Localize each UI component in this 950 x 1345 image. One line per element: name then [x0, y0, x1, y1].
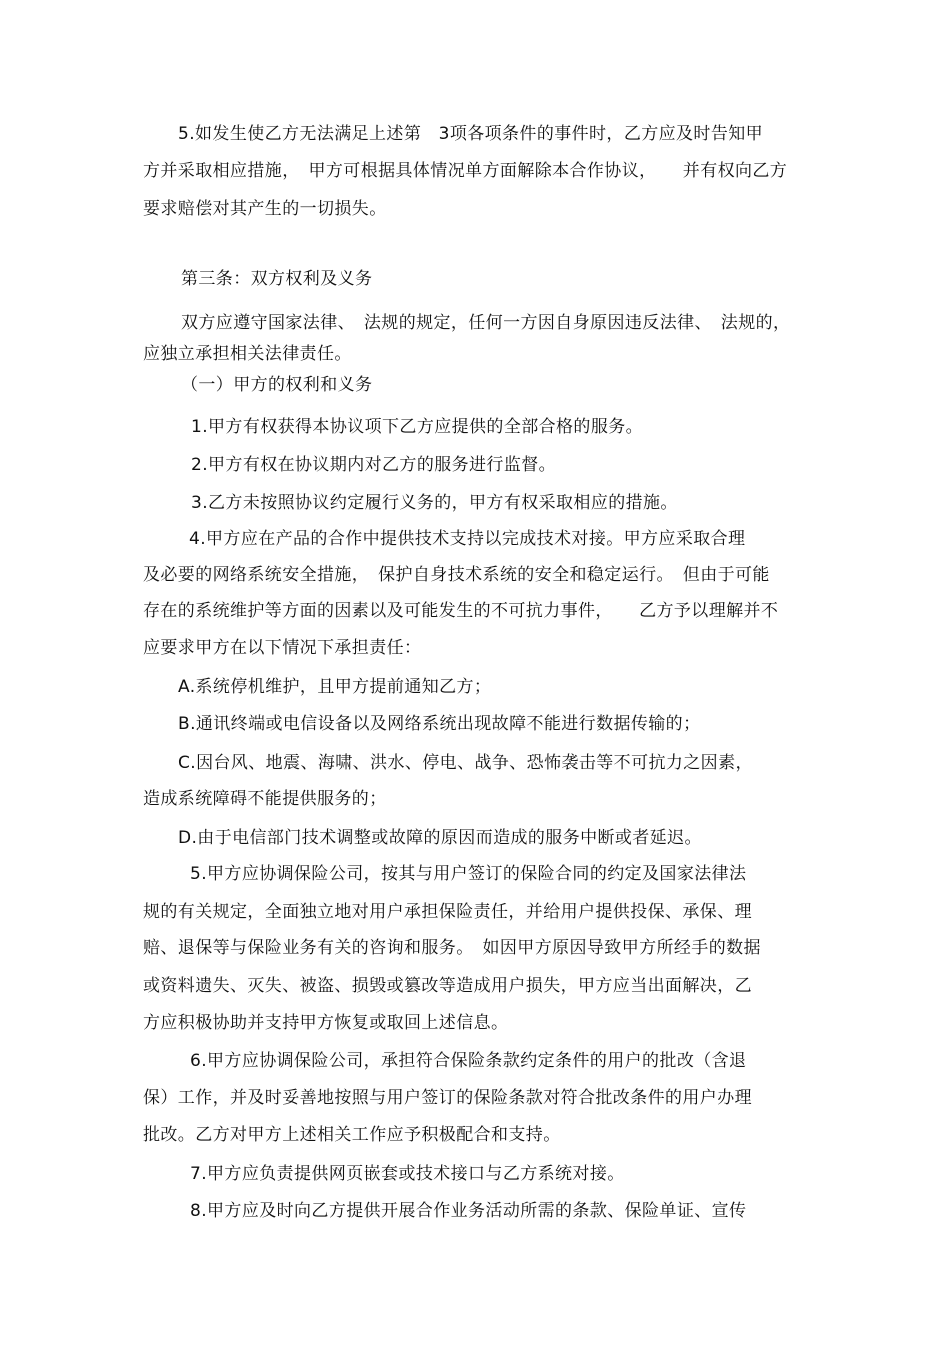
text-line: 赔、退保等与保险业务有关的咨询和服务。 如因甲方原因导致甲方所经手的数据	[143, 938, 761, 958]
text-line: 造成系统障碍不能提供服务的；	[143, 789, 387, 809]
text-line: 方应积极协助并支持甲方恢复或取回上述信息。	[143, 1013, 509, 1033]
text-line: A.系统停机维护，且甲方提前通知乙方；	[178, 677, 492, 697]
text-line: 4.甲方应在产品的合作中提供技术支持以完成技术对接。甲方应采取合理	[189, 529, 746, 549]
text-line: 1.甲方有权获得本协议项下乙方应提供的全部合格的服务。	[191, 417, 644, 437]
subsection-heading: （一）甲方的权利和义务	[181, 375, 373, 395]
text-line: 应要求甲方在以下情况下承担责任：	[143, 638, 422, 658]
text-line: D.由于电信部门技术调整或故障的原因而造成的服务中断或者延迟。	[178, 828, 702, 848]
text-line: 应独立承担相关法律责任。	[143, 344, 352, 364]
text-line: B.通讯终端或电信设备以及网络系统出现故障不能进行数据传输的；	[178, 714, 701, 734]
text-line: 5.如发生使乙方无法满足上述第 3项各项条件的事件时，乙方应及时告知甲	[178, 124, 764, 144]
text-line: 2.甲方有权在协议期内对乙方的服务进行监督。	[191, 455, 557, 475]
section-heading: 第三条：双方权利及义务	[181, 269, 373, 289]
text-line: 批改。乙方对甲方上述相关工作应予积极配合和支持。	[143, 1125, 561, 1145]
text-line: 及必要的网络系统安全措施， 保护自身技术系统的安全和稳定运行。 但由于可能	[143, 565, 770, 585]
text-line: 要求赔偿对其产生的一切损失。	[143, 199, 387, 219]
text-line: 存在的系统维护等方面的因素以及可能发生的不可抗力事件， 乙方予以理解并不	[143, 601, 779, 621]
text-line: 规的有关规定，全面独立地对用户承担保险责任，并给用户提供投保、承保、理	[143, 902, 752, 922]
text-line: 保）工作，并及时妥善地按照与用户签订的保险条款对符合批改条件的用户办理	[143, 1088, 752, 1108]
text-line: C.因台风、地震、海啸、洪水、停电、战争、恐怖袭击等不可抗力之因素，	[178, 753, 753, 773]
text-line: 双方应遵守国家法律、 法规的规定，任何一方因自身原因违反法律、 法规的，	[181, 313, 791, 333]
text-line: 7.甲方应负责提供网页嵌套或技术接口与乙方系统对接。	[190, 1164, 625, 1184]
text-line: 方并采取相应措施， 甲方可根据具体情况单方面解除本合作协议， 并有权向乙方	[143, 161, 788, 181]
text-line: 6.甲方应协调保险公司，承担符合保险条款约定条件的用户的批改（含退	[190, 1051, 747, 1071]
text-line: 3.乙方未按照协议约定履行义务的，甲方有权采取相应的措施。	[191, 493, 678, 513]
text-line: 或资料遗失、灭失、被盗、损毁或篡改等造成用户损失，甲方应当出面解决，乙	[143, 976, 752, 996]
text-line: 8.甲方应及时向乙方提供开展合作业务活动所需的条款、保险单证、宣传	[190, 1201, 747, 1221]
text-line: 5.甲方应协调保险公司，按其与用户签订的保险合同的约定及国家法律法	[190, 864, 747, 884]
